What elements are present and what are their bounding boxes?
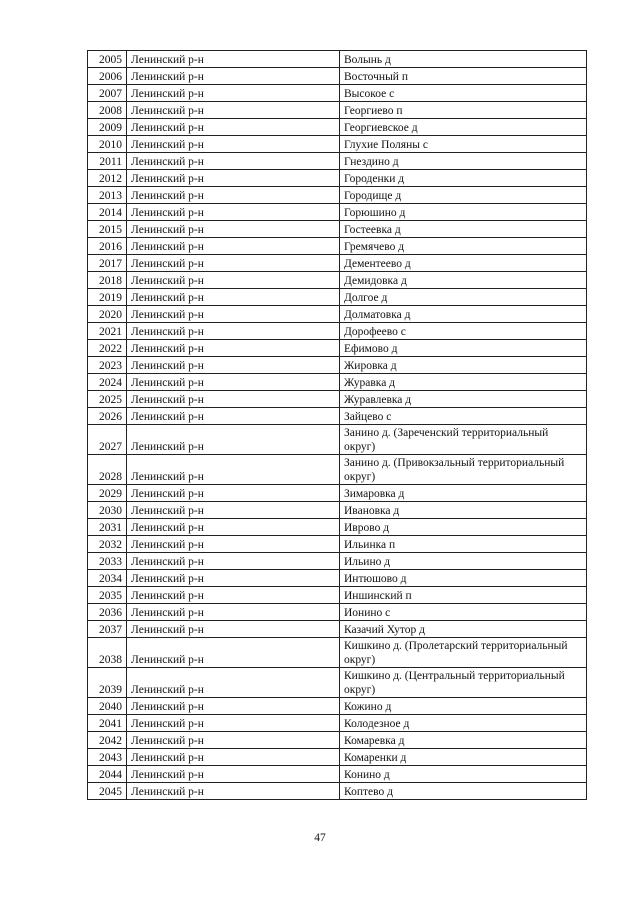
row-number-cell: 2020 <box>88 306 127 323</box>
row-number-cell: 2008 <box>88 102 127 119</box>
district-cell: Ленинский р-н <box>127 119 340 136</box>
row-number-cell: 2044 <box>88 766 127 783</box>
row-number-cell: 2039 <box>88 668 127 698</box>
locality-cell: Ивановка д <box>340 502 587 519</box>
district-cell: Ленинский р-н <box>127 221 340 238</box>
table-row <box>88 68 587 85</box>
row-number-cell: 2007 <box>88 85 127 102</box>
table-row <box>88 715 587 732</box>
district-cell: Ленинский р-н <box>127 519 340 536</box>
page-number: 47 <box>314 832 326 844</box>
table-row <box>88 221 587 238</box>
district-cell: Ленинский р-н <box>127 68 340 85</box>
row-number-cell: 2006 <box>88 68 127 85</box>
table-row <box>88 255 587 272</box>
district-cell: Ленинский р-н <box>127 638 340 668</box>
district-cell: Ленинский р-н <box>127 374 340 391</box>
table-row <box>88 749 587 766</box>
district-cell: Ленинский р-н <box>127 187 340 204</box>
row-number-cell: 2021 <box>88 323 127 340</box>
district-cell: Ленинский р-н <box>127 85 340 102</box>
table-row <box>88 698 587 715</box>
row-number-cell: 2033 <box>88 553 127 570</box>
locality-cell: Кожино д <box>340 698 587 715</box>
locality-cell: Зимаровка д <box>340 485 587 502</box>
table-row <box>88 536 587 553</box>
table-row <box>88 153 587 170</box>
locality-cell: Коптево д <box>340 783 587 800</box>
table-row <box>88 391 587 408</box>
table-row <box>88 204 587 221</box>
locality-cell: Горюшино д <box>340 204 587 221</box>
row-number-cell: 2015 <box>88 221 127 238</box>
district-cell: Ленинский р-н <box>127 51 340 68</box>
locality-cell: Гостеевка д <box>340 221 587 238</box>
district-cell: Ленинский р-н <box>127 502 340 519</box>
district-cell: Ленинский р-н <box>127 698 340 715</box>
locality-cell: Комаревка д <box>340 732 587 749</box>
locality-cell: Журавка д <box>340 374 587 391</box>
district-cell: Ленинский р-н <box>127 732 340 749</box>
locality-cell: Глухие Поляны с <box>340 136 587 153</box>
district-cell: Ленинский р-н <box>127 306 340 323</box>
locality-cell: Кишкино д. (Пролетарский территориальный округ) <box>340 638 587 668</box>
row-number-cell: 2031 <box>88 519 127 536</box>
locality-cell: Гнездино д <box>340 153 587 170</box>
table-row <box>88 783 587 800</box>
row-number-cell: 2022 <box>88 340 127 357</box>
table-row <box>88 238 587 255</box>
table-row <box>88 102 587 119</box>
locality-cell: Георгиево п <box>340 102 587 119</box>
row-number-cell: 2037 <box>88 621 127 638</box>
locality-cell: Комаренки д <box>340 749 587 766</box>
row-number-cell: 2030 <box>88 502 127 519</box>
table-row <box>88 553 587 570</box>
row-number-cell: 2017 <box>88 255 127 272</box>
district-cell: Ленинский р-н <box>127 749 340 766</box>
row-number-cell: 2009 <box>88 119 127 136</box>
row-number-cell: 2018 <box>88 272 127 289</box>
district-cell: Ленинский р-н <box>127 425 340 455</box>
district-cell: Ленинский р-н <box>127 783 340 800</box>
locality-cell: Ефимово д <box>340 340 587 357</box>
district-cell: Ленинский р-н <box>127 715 340 732</box>
row-number-cell: 2011 <box>88 153 127 170</box>
district-cell: Ленинский р-н <box>127 272 340 289</box>
table-row <box>88 119 587 136</box>
locality-cell: Конино д <box>340 766 587 783</box>
locality-cell: Казачий Хутор д <box>340 621 587 638</box>
district-cell: Ленинский р-н <box>127 323 340 340</box>
locality-cell: Занино д. (Зареченский территориальный округ) <box>340 425 587 455</box>
row-number-cell: 2014 <box>88 204 127 221</box>
district-cell: Ленинский р-н <box>127 621 340 638</box>
row-number-cell: 2043 <box>88 749 127 766</box>
row-number-cell: 2005 <box>88 51 127 68</box>
locality-cell: Зайцево с <box>340 408 587 425</box>
locality-cell: Ильинка п <box>340 536 587 553</box>
district-cell: Ленинский р-н <box>127 766 340 783</box>
table-row <box>88 604 587 621</box>
row-number-cell: 2028 <box>88 455 127 485</box>
table-row <box>88 766 587 783</box>
locality-cell: Высокое с <box>340 85 587 102</box>
locality-cell: Занино д. (Привокзальный территориальный округ) <box>340 455 587 485</box>
table-row <box>88 187 587 204</box>
table-row <box>88 621 587 638</box>
district-cell: Ленинский р-н <box>127 668 340 698</box>
locality-cell: Городище д <box>340 187 587 204</box>
district-cell: Ленинский р-н <box>127 587 340 604</box>
district-cell: Ленинский р-н <box>127 238 340 255</box>
row-number-cell: 2035 <box>88 587 127 604</box>
table-row <box>88 340 587 357</box>
locality-cell: Восточный п <box>340 68 587 85</box>
row-number-cell: 2029 <box>88 485 127 502</box>
table-row <box>88 408 587 425</box>
district-cell: Ленинский р-н <box>127 455 340 485</box>
locality-cell: Иншинский п <box>340 587 587 604</box>
row-number-cell: 2026 <box>88 408 127 425</box>
locality-cell: Иврово д <box>340 519 587 536</box>
settlements-table <box>87 50 587 800</box>
row-number-cell: 2042 <box>88 732 127 749</box>
row-number-cell: 2013 <box>88 187 127 204</box>
table-row <box>88 455 587 485</box>
table-row <box>88 425 587 455</box>
district-cell: Ленинский р-н <box>127 102 340 119</box>
district-cell: Ленинский р-н <box>127 357 340 374</box>
locality-cell: Дементеево д <box>340 255 587 272</box>
district-cell: Ленинский р-н <box>127 204 340 221</box>
row-number-cell: 2045 <box>88 783 127 800</box>
locality-cell: Жировка д <box>340 357 587 374</box>
locality-cell: Дорофеево с <box>340 323 587 340</box>
locality-cell: Колодезное д <box>340 715 587 732</box>
row-number-cell: 2016 <box>88 238 127 255</box>
table-row <box>88 732 587 749</box>
district-cell: Ленинский р-н <box>127 553 340 570</box>
locality-cell: Волынь д <box>340 51 587 68</box>
district-cell: Ленинский р-н <box>127 485 340 502</box>
district-cell: Ленинский р-н <box>127 408 340 425</box>
row-number-cell: 2040 <box>88 698 127 715</box>
district-cell: Ленинский р-н <box>127 604 340 621</box>
table-row <box>88 170 587 187</box>
row-number-cell: 2036 <box>88 604 127 621</box>
table-row <box>88 136 587 153</box>
table-row <box>88 587 587 604</box>
locality-cell: Интюшово д <box>340 570 587 587</box>
table-row <box>88 51 587 68</box>
locality-cell: Долгое д <box>340 289 587 306</box>
locality-cell: Журавлевка д <box>340 391 587 408</box>
district-cell: Ленинский р-н <box>127 536 340 553</box>
district-cell: Ленинский р-н <box>127 340 340 357</box>
locality-cell: Демидовка д <box>340 272 587 289</box>
district-cell: Ленинский р-н <box>127 255 340 272</box>
table-body <box>88 51 587 800</box>
district-cell: Ленинский р-н <box>127 170 340 187</box>
locality-cell: Гремячево д <box>340 238 587 255</box>
table-row <box>88 374 587 391</box>
table-row <box>88 357 587 374</box>
table-row <box>88 638 587 668</box>
locality-cell: Георгиевское д <box>340 119 587 136</box>
row-number-cell: 2025 <box>88 391 127 408</box>
row-number-cell: 2019 <box>88 289 127 306</box>
locality-cell: Городенки д <box>340 170 587 187</box>
table-row <box>88 502 587 519</box>
row-number-cell: 2041 <box>88 715 127 732</box>
table-row <box>88 306 587 323</box>
district-cell: Ленинский р-н <box>127 570 340 587</box>
district-cell: Ленинский р-н <box>127 136 340 153</box>
row-number-cell: 2032 <box>88 536 127 553</box>
district-cell: Ленинский р-н <box>127 391 340 408</box>
row-number-cell: 2012 <box>88 170 127 187</box>
locality-cell: Ильино д <box>340 553 587 570</box>
table-row <box>88 519 587 536</box>
table-row <box>88 272 587 289</box>
locality-cell: Долматовка д <box>340 306 587 323</box>
row-number-cell: 2034 <box>88 570 127 587</box>
table-row <box>88 323 587 340</box>
row-number-cell: 2024 <box>88 374 127 391</box>
table-row <box>88 85 587 102</box>
row-number-cell: 2038 <box>88 638 127 668</box>
table-row <box>88 668 587 698</box>
row-number-cell: 2027 <box>88 425 127 455</box>
table-row <box>88 289 587 306</box>
district-cell: Ленинский р-н <box>127 289 340 306</box>
locality-cell: Кишкино д. (Центральный территориальный округ) <box>340 668 587 698</box>
table-row <box>88 485 587 502</box>
district-cell: Ленинский р-н <box>127 153 340 170</box>
locality-cell: Ионино с <box>340 604 587 621</box>
row-number-cell: 2010 <box>88 136 127 153</box>
row-number-cell: 2023 <box>88 357 127 374</box>
table-row <box>88 570 587 587</box>
